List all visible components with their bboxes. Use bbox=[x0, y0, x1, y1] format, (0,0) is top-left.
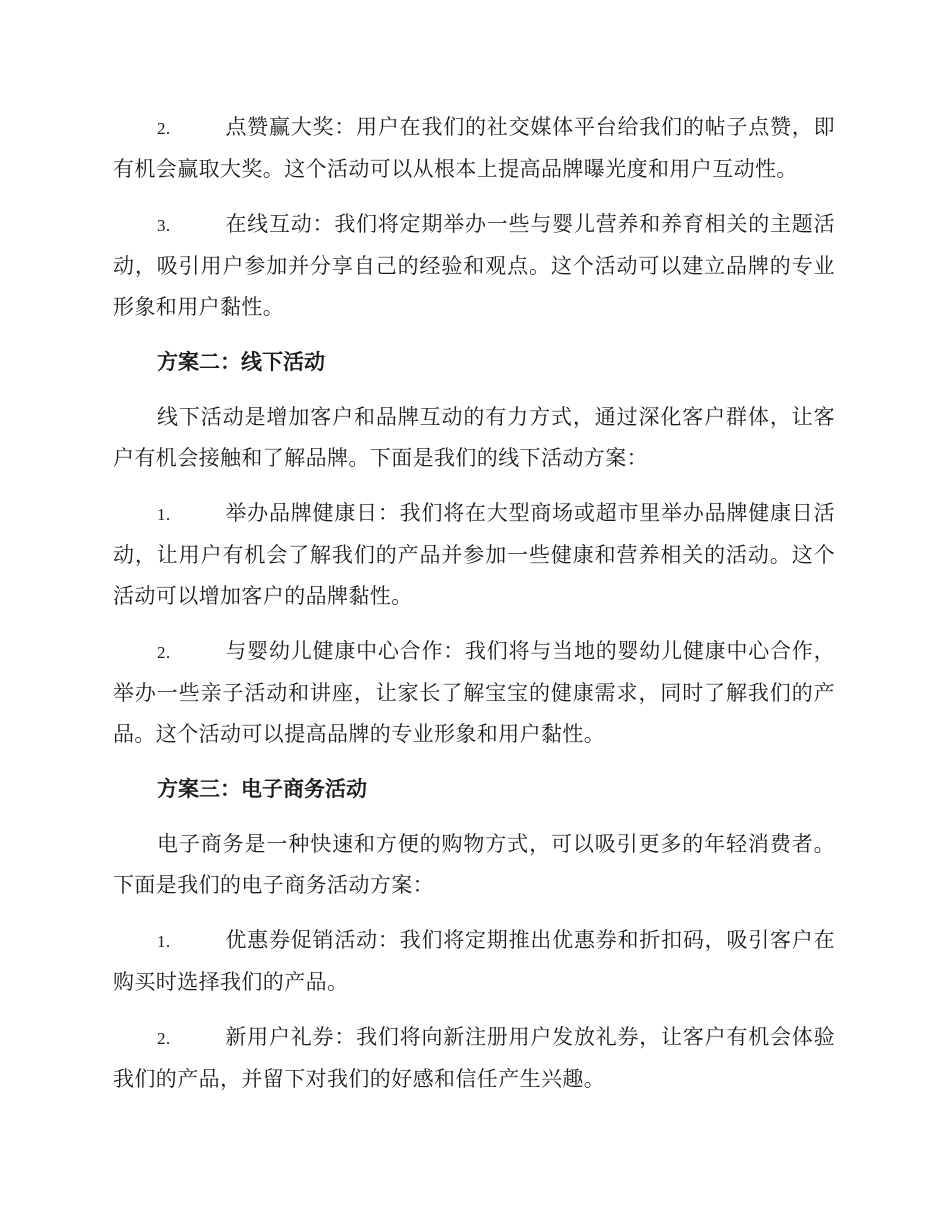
section-heading: 方案二：线下活动 bbox=[157, 350, 325, 374]
list-number: 2. bbox=[157, 119, 171, 138]
list-item-text: 优惠券促销活动：我们将定期推出优惠券和折扣码，吸引客户在购买时选择我们的产品。 bbox=[113, 928, 835, 994]
list-item bbox=[113, 631, 835, 755]
list-item bbox=[113, 107, 835, 190]
list-item-text: 点赞赢大奖：用户在我们的社交媒体平台给我们的帖子点赞，即有机会赢取大奖。这个活动可以从根本上提高品牌曝光度和用户互动性。 bbox=[113, 115, 835, 181]
list-item-text: 与婴幼儿健康中心合作：我们将与当地的婴幼儿健康中心合作，举办一些亲子活动和讲座，让家长了解宝宝的健康需求，同时了解我们的产品。这个活动可以提高品牌的专业形象和用户黏性。 bbox=[113, 639, 835, 746]
section-intro: 电子商务是一种快速和方便的购物方式，可以吸引更多的年轻消费者。下面是我们的电子商务活动方案： bbox=[113, 832, 835, 897]
section-intro: 线下活动是增加客户和品牌互动的有力方式，通过深化客户群体，让客户有机会接触和了解品牌。下面是我们的线下活动方案： bbox=[113, 405, 835, 470]
list-item bbox=[113, 920, 835, 1003]
document-body bbox=[113, 107, 835, 1114]
section-heading: 方案三：电子商务活动 bbox=[157, 777, 367, 801]
list-number: 2. bbox=[157, 643, 171, 662]
list-item bbox=[113, 1017, 835, 1100]
list-number: 1. bbox=[157, 505, 171, 524]
list-number: 2. bbox=[157, 1029, 171, 1048]
list-item-text: 在线互动：我们将定期举办一些与婴儿营养和养育相关的主题活动，吸引用户参加并分享自己的经验和观点。这个活动可以建立品牌的专业形象和用户黏性。 bbox=[113, 212, 835, 319]
list-item bbox=[113, 493, 835, 617]
list-item-text: 举办品牌健康日：我们将在大型商场或超市里举办品牌健康日活动，让用户有机会了解我们的产品并参加一些健康和营养相关的活动。这个活动可以增加客户的品牌黏性。 bbox=[113, 501, 835, 608]
list-number: 1. bbox=[157, 932, 171, 951]
list-item-text: 新用户礼券：我们将向新注册用户发放礼券，让客户有机会体验我们的产品，并留下对我们的好感和信任产生兴趣。 bbox=[113, 1025, 835, 1091]
list-item bbox=[113, 204, 835, 328]
list-number: 3. bbox=[157, 216, 171, 235]
